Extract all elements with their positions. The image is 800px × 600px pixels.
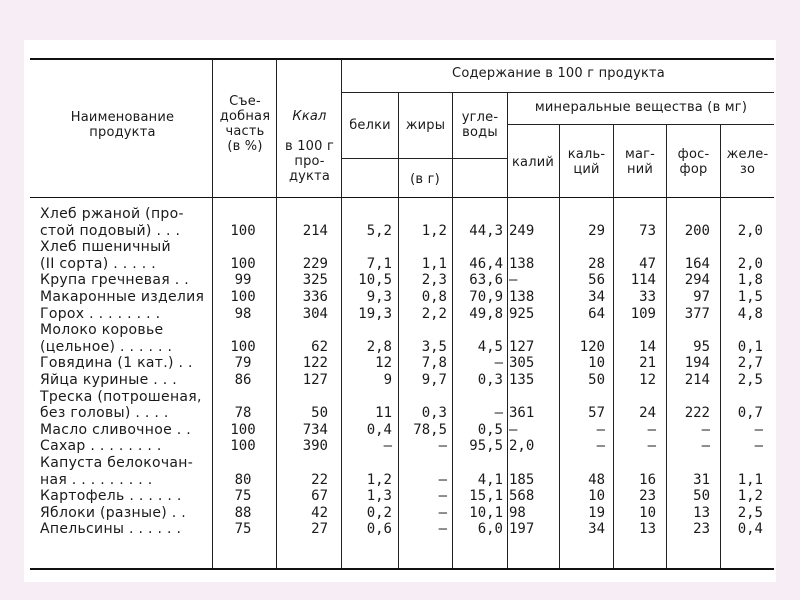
cell-kcal: 127	[302, 372, 328, 388]
product-name: Картофель . . . . . .	[40, 488, 182, 505]
cell-kcal: 734	[302, 421, 328, 438]
cell-k: 361	[509, 405, 535, 422]
cell-fe: 2,5	[737, 504, 763, 521]
kcal-unit-label: в 100 г про- дукта	[285, 139, 334, 184]
header-magnesium: маг- ний	[624, 147, 656, 177]
product-name: стой подовый) . . .	[40, 222, 181, 239]
cell-k: 185	[509, 471, 535, 488]
cell-fe: 0,4	[737, 521, 763, 538]
cell-p: —	[701, 438, 710, 455]
product-name: Сахар . . . . . . . .	[40, 438, 162, 455]
cell-p: 164	[684, 255, 710, 272]
cell-carb: 70,9	[469, 289, 503, 305]
cell-fe: 2,0	[737, 222, 763, 239]
cell-protein: 11	[375, 405, 392, 422]
cell-mg: 109	[630, 305, 656, 322]
product-name: Крупа гречневая . .	[40, 272, 189, 289]
cell-mg: —	[647, 421, 656, 438]
product-name: Макаронные изделия	[40, 289, 205, 305]
cell-kcal: 42	[311, 504, 328, 521]
cell-fe: 0,7	[737, 405, 763, 422]
cell-carb: 0,3	[477, 372, 503, 388]
cell-mg: —	[647, 438, 656, 455]
cell-ca: 19	[588, 504, 605, 521]
cell-k: 305	[509, 355, 535, 372]
product-name: Хлеб ржаной (про-	[40, 206, 184, 222]
cell-kcal: 229	[302, 255, 328, 272]
cell-k: 135	[509, 372, 535, 388]
cell-fe: 1,1	[737, 471, 763, 488]
header-kcal	[278, 94, 341, 184]
product-name: Апельсины . . . . . .	[40, 521, 182, 538]
cell-fat: —	[438, 438, 447, 455]
cell-k: 197	[509, 521, 535, 538]
cell-carb: 4,5	[477, 338, 503, 355]
header-units-g: (в г)	[410, 172, 440, 187]
cell-fe: 1,5	[737, 289, 763, 305]
product-name: Яйца куриные . . .	[40, 372, 178, 388]
cell-ca: 50	[588, 372, 605, 388]
cell-kcal: 67	[311, 488, 328, 505]
cell-edible: 100	[230, 289, 256, 305]
cell-edible: 100	[230, 255, 256, 272]
header-content: Содержание в 100 г продукта	[452, 66, 665, 81]
cell-edible: 75	[234, 521, 252, 538]
cell-fe: —	[754, 438, 763, 455]
cell-edible: 100	[230, 438, 256, 455]
cell-ca: 48	[588, 471, 605, 488]
product-name: Масло сливочное . .	[40, 421, 191, 438]
cell-p: 222	[684, 405, 710, 422]
cell-p: 23	[693, 521, 710, 538]
cell-ca: 120	[579, 338, 605, 355]
cell-edible: 78	[234, 405, 252, 422]
cell-fat: 78,5	[413, 421, 447, 438]
header-edible-part: Съе- добная часть (в %)	[219, 94, 271, 154]
cell-edible: 75	[234, 488, 252, 505]
cell-kcal: 122	[302, 355, 328, 372]
cell-carb: 95,5	[469, 438, 503, 455]
cell-kcal: 304	[302, 305, 328, 322]
cell-ca: —	[596, 421, 605, 438]
header-product-name: Наименование продукта	[70, 110, 175, 140]
cell-protein: 0,2	[366, 504, 392, 521]
cell-edible: 99	[234, 272, 252, 289]
product-name: Капуста белокочан-	[40, 455, 194, 471]
cell-k: 138	[509, 255, 535, 272]
cell-fe: —	[754, 421, 763, 438]
product-name: Треска (потрошеная,	[40, 388, 202, 405]
cell-protein: 10,5	[358, 272, 392, 289]
cell-edible: 100	[230, 421, 256, 438]
cell-p: 97	[693, 289, 710, 305]
cell-carb: 6,0	[477, 521, 503, 538]
cell-k: —	[509, 272, 518, 289]
cell-ca: 57	[588, 405, 605, 422]
header-separator	[30, 197, 774, 198]
cell-mg: 13	[639, 521, 656, 538]
cell-protein: —	[383, 438, 392, 455]
cell-edible: 88	[234, 504, 252, 521]
cell-carb: 10,1	[469, 504, 503, 521]
minerals-header-line	[507, 124, 774, 125]
cell-fe: 4,8	[737, 305, 763, 322]
header-carbs: угле- воды	[461, 110, 499, 140]
cell-k: 249	[509, 222, 535, 239]
cell-p: 31	[693, 471, 710, 488]
units-header-line	[341, 158, 507, 159]
cell-ca: —	[596, 438, 605, 455]
cell-p: 50	[693, 488, 710, 505]
cell-mg: 33	[639, 289, 656, 305]
cell-kcal: 22	[311, 471, 328, 488]
cell-p: 194	[684, 355, 710, 372]
cell-k: 568	[509, 488, 535, 505]
cell-carb: —	[494, 405, 503, 422]
cell-p: 13	[693, 504, 710, 521]
cell-mg: 16	[639, 471, 656, 488]
col-divider	[212, 60, 213, 568]
cell-ca: 34	[588, 289, 605, 305]
header-calcium: каль- ций	[567, 147, 606, 177]
product-name: без головы) . . . .	[40, 405, 169, 422]
cell-fat: —	[438, 521, 447, 538]
table-top-rule	[30, 58, 774, 60]
cell-kcal: 50	[311, 405, 328, 422]
cell-ca: 56	[588, 272, 605, 289]
cell-ca: 10	[588, 355, 605, 372]
cell-ca: 10	[588, 488, 605, 505]
cell-k: 98	[509, 504, 526, 521]
cell-kcal: 336	[302, 289, 328, 305]
cell-edible: 98	[234, 305, 252, 322]
cell-protein: 9,3	[366, 289, 392, 305]
cell-fat: —	[438, 488, 447, 505]
product-name: Молоко коровье	[40, 322, 164, 339]
cell-k: —	[509, 421, 518, 438]
cell-fat: —	[438, 504, 447, 521]
cell-p: 377	[684, 305, 710, 322]
cell-fe: 2,7	[737, 355, 763, 372]
cell-edible: 100	[230, 222, 256, 239]
cell-fe: 2,5	[737, 372, 763, 388]
cell-kcal: 214	[302, 222, 328, 239]
cell-carb: 15,1	[469, 488, 503, 505]
cell-p: 95	[693, 338, 710, 355]
product-name: Яблоки (разные) . .	[40, 504, 187, 521]
cell-ca: 64	[588, 305, 605, 322]
header-minerals: минеральные вещества (в мг)	[534, 100, 748, 115]
cell-carb: 4,1	[477, 471, 503, 488]
cell-kcal: 27	[311, 521, 328, 538]
cell-carb: —	[494, 355, 503, 372]
cell-fat: 0,3	[421, 405, 447, 422]
cell-protein: 9	[383, 372, 392, 388]
cell-carb: 0,5	[477, 421, 503, 438]
product-name: (цельное) . . . . . .	[40, 338, 173, 355]
cell-ca: 28	[588, 255, 605, 272]
cell-protein: 2,8	[366, 338, 392, 355]
kcal-label: Ккал	[292, 109, 327, 124]
product-name: ная . . . . . . . . .	[40, 471, 153, 488]
cell-mg: 10	[639, 504, 656, 521]
cell-k: 925	[509, 305, 535, 322]
cell-fat: 1,1	[421, 255, 447, 272]
cell-fat: 2,2	[421, 305, 447, 322]
cell-protein: 1,3	[366, 488, 392, 505]
cell-p: —	[701, 421, 710, 438]
cell-mg: 14	[639, 338, 656, 355]
cell-mg: 12	[639, 372, 656, 388]
header-fats: жиры	[405, 118, 446, 133]
cell-protein: 1,2	[366, 471, 392, 488]
cell-fe: 0,1	[737, 338, 763, 355]
product-name: Хлеб пшеничный	[40, 239, 171, 256]
cell-edible: 86	[234, 372, 252, 388]
cell-edible: 80	[234, 471, 252, 488]
cell-mg: 24	[639, 405, 656, 422]
cell-kcal: 62	[311, 338, 328, 355]
product-name: Говядина (1 кат.) . .	[40, 355, 193, 372]
cell-p: 214	[684, 372, 710, 388]
cell-carb: 44,3	[469, 222, 503, 239]
cell-protein: 7,1	[366, 255, 392, 272]
cell-carb: 46,4	[469, 255, 503, 272]
cell-fat: 7,8	[421, 355, 447, 372]
cell-p: 294	[684, 272, 710, 289]
cell-fat: 0,8	[421, 289, 447, 305]
header-proteins: белки	[349, 118, 391, 133]
cell-fe: 2,0	[737, 255, 763, 272]
cell-k: 2,0	[509, 438, 535, 455]
cell-mg: 47	[639, 255, 656, 272]
cell-mg: 23	[639, 488, 656, 505]
cell-fe: 1,2	[737, 488, 763, 505]
table-bottom-rule	[30, 568, 774, 570]
cell-fat: 9,7	[421, 372, 447, 388]
header-potassium: калий	[511, 155, 555, 170]
cell-carb: 63,6	[469, 272, 503, 289]
cell-k: 127	[509, 338, 535, 355]
cell-mg: 21	[639, 355, 656, 372]
header-phosphorus: фос- фор	[677, 147, 710, 177]
cell-protein: 0,6	[366, 521, 392, 538]
cell-protein: 0,4	[366, 421, 392, 438]
cell-kcal: 390	[302, 438, 328, 455]
col-divider	[276, 60, 277, 568]
header-iron: желе- зо	[726, 147, 769, 177]
cell-protein: 5,2	[366, 222, 392, 239]
cell-p: 200	[684, 222, 710, 239]
cell-fat: —	[438, 471, 447, 488]
cell-fat: 3,5	[421, 338, 447, 355]
product-name: (II сорта) . . . . .	[40, 255, 157, 272]
cell-fat: 2,3	[421, 272, 447, 289]
cell-mg: 114	[630, 272, 656, 289]
cell-ca: 29	[588, 222, 605, 239]
cell-fat: 1,2	[421, 222, 447, 239]
content-header-line	[341, 92, 774, 93]
product-name: Горох . . . . . . . .	[40, 305, 161, 322]
cell-fe: 1,8	[737, 272, 763, 289]
cell-protein: 19,3	[358, 305, 392, 322]
cell-edible: 79	[234, 355, 252, 372]
cell-kcal: 325	[302, 272, 328, 289]
col-divider	[341, 60, 342, 568]
cell-protein: 12	[375, 355, 392, 372]
cell-mg: 73	[639, 222, 656, 239]
cell-edible: 100	[230, 338, 256, 355]
cell-ca: 34	[588, 521, 605, 538]
cell-carb: 49,8	[469, 305, 503, 322]
cell-k: 138	[509, 289, 535, 305]
